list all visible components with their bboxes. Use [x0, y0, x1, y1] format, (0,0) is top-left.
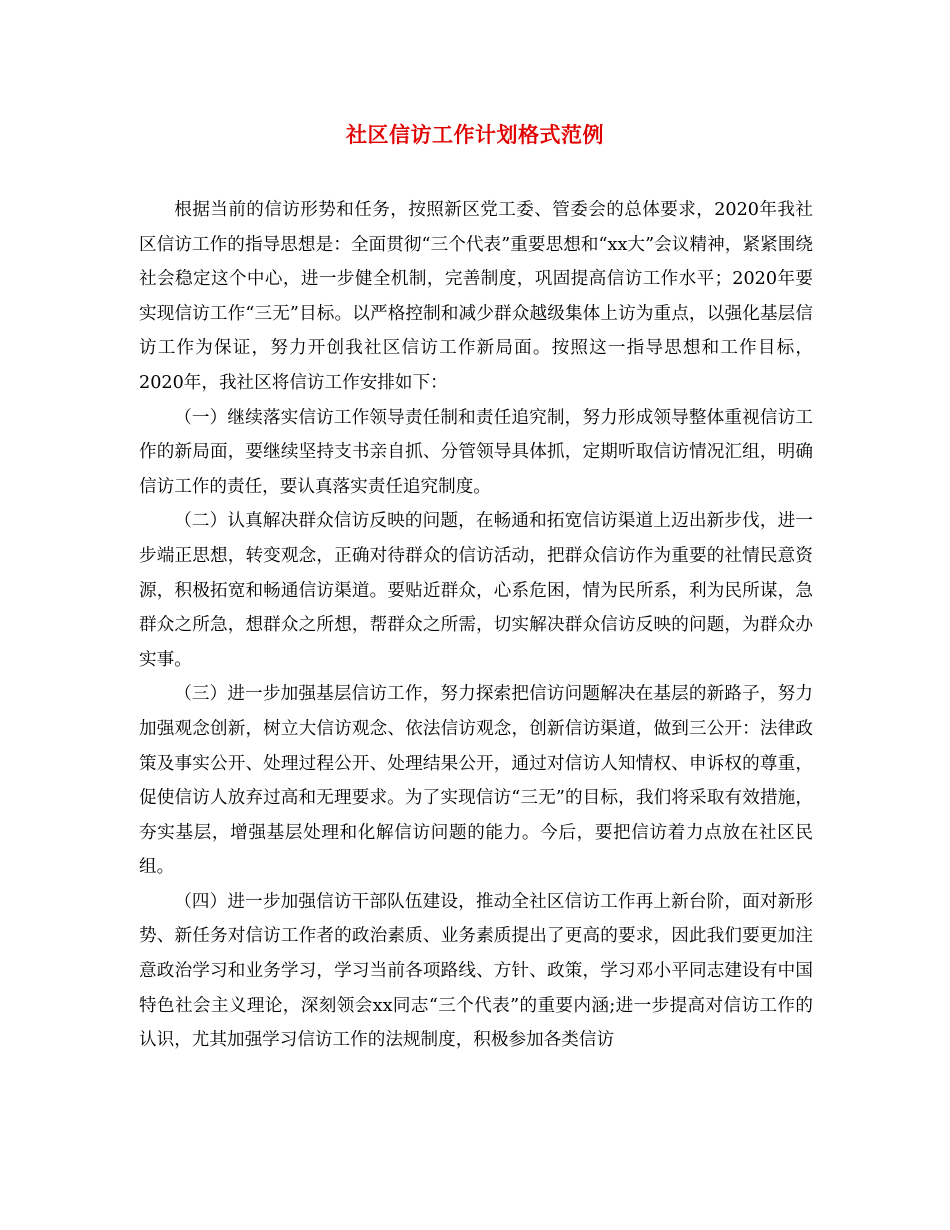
paragraph-intro: 根据当前的信访形势和任务，按照新区党工委、管委会的总体要求，2020年我社区信访工作的指导思想是：全面贯彻“三个代表”重要思想和“xx大”会议精神，紧紧围绕社会稳定这个中心，进一步健全机制，完善制度，巩固提高信访工作水平；2020年要实现信访工作“三无”目标。以严格控制和减少群众越级集体上访为重点，以强化基层信访工作为保证，努力开创我社区信访工作新局面。按照这一指导思想和工作目标，2020年，我社区将信访工作安排如下： [139, 200, 813, 393]
paragraph-2: （二）认真解决群众信访反映的问题，在畅通和拓宽信访渠道上迈出新步伐，进一步端正思想，转变观念，正确对待群众的信访活动，把群众信访作为重要的社情民意资源，积极拓宽和畅通信访渠道。要贴近群众，心系危困，情为民所系，利为民所谋，急群众之所急，想群众之所想，帮群众之所需，切实解决群众信访反映的问题，为群众办实事。 [139, 511, 813, 670]
document-title: 社区信访工作计划格式范例 [346, 122, 604, 147]
paragraph-4: （四）进一步加强信访干部队伍建设，推动全社区信访工作再上新台阶，面对新形势、新任务对信访工作者的政治素质、业务素质提出了更高的要求，因此我们要更加注意政治学习和业务学习，学习当前各项路线、方针、政策，学习邓小平同志建设有中国特色社会主义理论，深刻领会xx同志“三个代表”的重要内涵;进一步提高对信访工作的认识，尤其加强学习信访工作的法规制度，积极参加各类信访 [139, 891, 813, 1051]
document-body [139, 193, 813, 1058]
paragraph-3: （三）进一步加强基层信访工作，努力探索把信访问题解决在基层的新路子，努力加强观念创新，树立大信访观念、依法信访观念，创新信访渠道，做到三公开：法律政策及事实公开、处理过程公开、处理结果公开，通过对信访人知情权、申诉权的尊重，促使信访人放弃过高和无理要求。为了实现信访“三无”的目标，我们将采取有效措施，夯实基层，增强基层处理和化解信访问题的能力。今后，要把信访着力点放在社区民组。 [139, 684, 813, 878]
paragraph-1: （一）继续落实信访工作领导责任制和责任追究制，努力形成领导整体重视信访工作的新局面，要继续坚持支书亲自抓、分管领导具体抓，定期听取信访情况汇组，明确信访工作的责任，要认真落实责任追究制度。 [139, 407, 813, 497]
